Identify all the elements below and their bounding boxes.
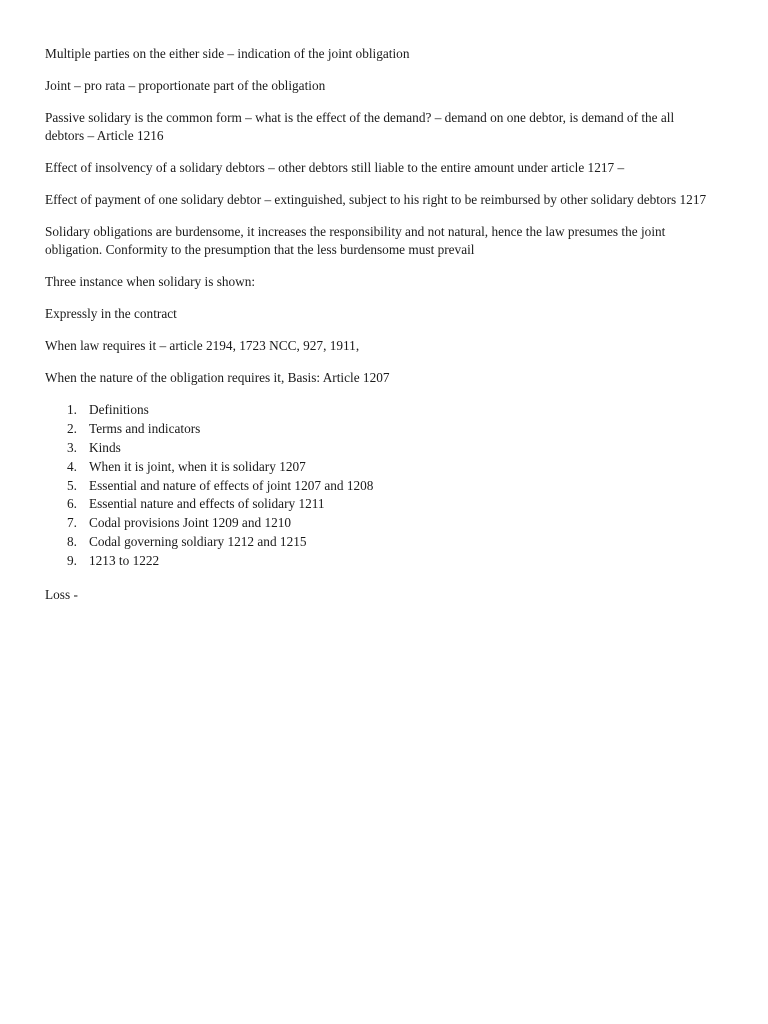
list-number: 4. [67,458,77,474]
list-text: Codal provisions Joint 1209 and 1210 [89,515,292,531]
list-number: 7. [67,515,77,531]
list-number: 8. [67,534,77,550]
list-item [45,420,710,439]
paragraph: Three instance when solidary is shown: [45,274,256,289]
list-number: 5. [67,477,77,493]
list-item [45,514,710,533]
list-item [45,439,710,458]
paragraph: Multiple parties on the either side – indication of the joint obligation [45,46,410,61]
list-item [45,458,710,477]
list-item [45,477,710,496]
paragraph: Expressly in the contract [45,306,177,321]
paragraph: Effect of insolvency of a solidary debtors – other debtors still liable to the entire amount under article 1217 – [45,160,625,175]
list-item [45,495,710,514]
paragraph: Joint – pro rata – proportionate part of the obligation [45,78,326,93]
list-item [45,533,710,552]
list-number: 9. [67,553,77,569]
list-text: Codal governing soldiary 1212 and 1215 [89,534,307,550]
closing-line: Loss - [45,587,78,603]
paragraph: Effect of payment of one solidary debtor – extinguished, subject to his right to be reimbursed by other solidary debtors 1217 [45,192,707,207]
list-item [45,401,710,420]
list-text: Kinds [89,439,121,455]
numbered-list [45,401,710,571]
document-body [45,45,710,618]
list-item [45,552,710,571]
paragraph: When law requires it – article 2194, 1723 NCC, 927, 1911, [45,338,360,353]
list-text: Essential and nature of effects of joint 1207 and 1208 [89,477,374,493]
list-number: 2. [67,420,77,436]
list-number: 6. [67,496,77,512]
list-number: 3. [67,439,77,455]
list-text: Essential nature and effects of solidary 1211 [89,496,325,512]
list-text: 1213 to 1222 [89,553,160,569]
list-text: Terms and indicators [89,420,201,436]
list-text: Definitions [89,402,149,417]
list-text: When it is joint, when it is solidary 1207 [89,458,306,474]
list-number: 1. [67,402,77,417]
paragraph: Passive solidary is the common form – what is the effect of the demand? – demand on one debtor, is demand of the all debtors – Article 1216 [45,110,675,143]
paragraph: When the nature of the obligation requires it, Basis: Article 1207 [45,370,390,385]
paragraph: Solidary obligations are burdensome, it increases the responsibility and not natural, hence the law presumes the joint obligation. Conformity to the presumption that the less burdensome must prevail [45,224,666,257]
